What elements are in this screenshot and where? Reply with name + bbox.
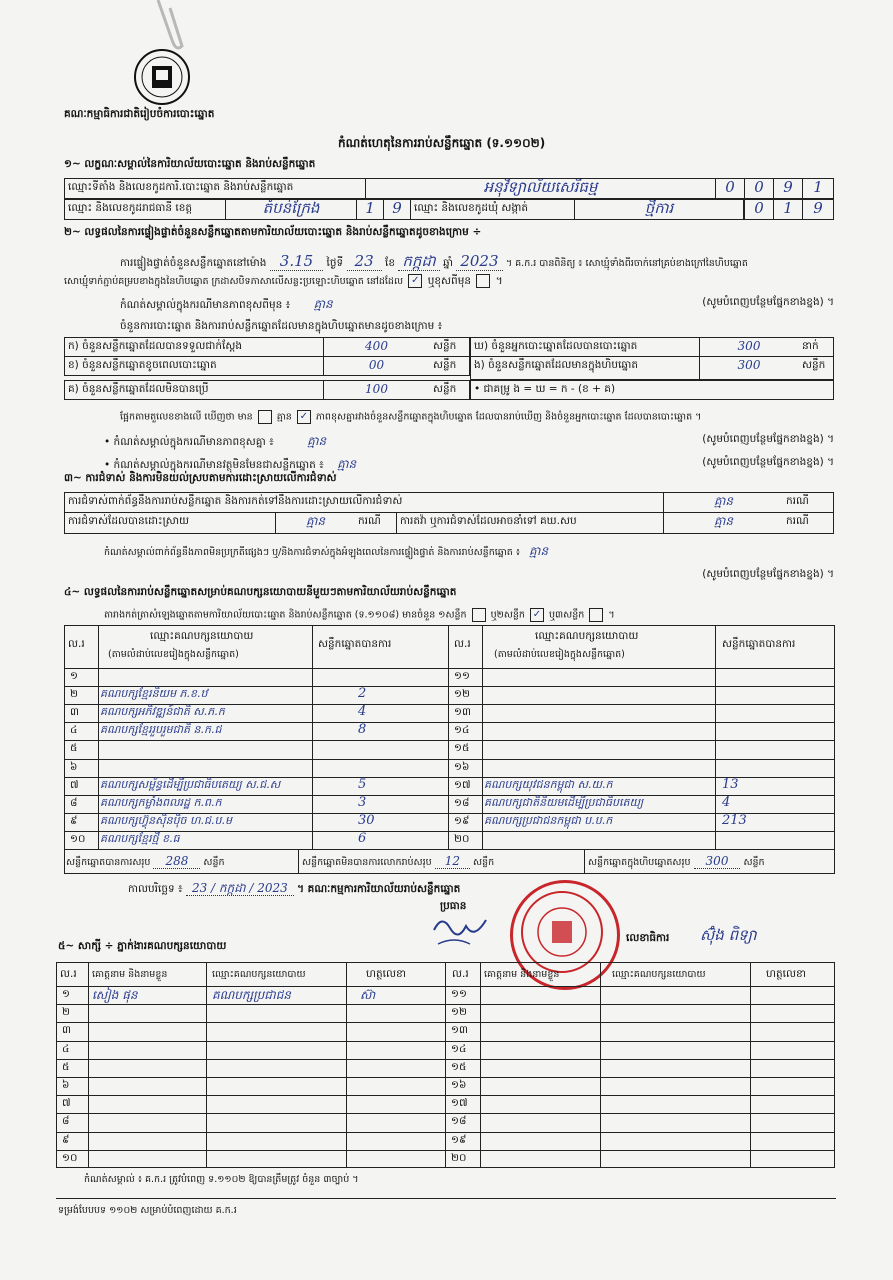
- diff-note-fill: (សូមបំពេញបន្ថែមផ្នែកខាងខ្នង) ។: [702, 296, 834, 308]
- changed-label: ឬខុសពីមុន: [427, 275, 472, 287]
- sheet3-label: ឬ៣សន្លឹក: [549, 609, 585, 621]
- count-item-d-label: ឃ) ចំនួនអ្នកបោះឆ្នោតដែលបានបោះឆ្នោត: [470, 337, 700, 357]
- diff-has-label: ផ្អែកតាមតួលេខខាងលើ ឃើញថា មាន: [120, 411, 253, 423]
- diff-has-checkbox[interactable]: [258, 410, 272, 424]
- s3-row2-mid-label: ការតវ៉ា ឬការជំទាស់ដែលអាចនាំទៅ គឃ.សប: [396, 512, 664, 534]
- witness-right-header-line: [445, 986, 835, 987]
- count-intro: ចំនួនការបោះឆ្នោត និងការរាប់សន្លឹកឆ្នោតដែលមានក្នុងហិបឆ្នោតមានដូចខាងក្រោម ៖: [120, 320, 443, 332]
- total-box: [588, 854, 765, 870]
- results-row-no: ១៧: [454, 778, 471, 791]
- s1-row1-code-3: 1: [802, 178, 834, 199]
- results-row-no: ៥: [70, 742, 78, 755]
- witness-left-col-no: ល.រ: [60, 968, 77, 980]
- witness-row-line: [56, 1095, 446, 1096]
- s1-row2-code-0: 1: [356, 199, 384, 220]
- witness-row-no: ១០: [62, 1151, 78, 1164]
- results-row-votes: 213: [722, 812, 747, 828]
- president-label: ប្រធាន: [440, 900, 467, 912]
- results-row-votes: 3: [358, 794, 367, 810]
- form-footer: ទម្រង់បែបបទ ១១០២ សម្រាប់បំពេញដោយ គ.ក.រ: [58, 1205, 237, 1216]
- results-left-divider-1: [98, 625, 99, 850]
- results-row-no: ៧: [70, 778, 79, 791]
- witness-row-no: ៩: [62, 1133, 70, 1146]
- witness-right-divider-3: [750, 962, 751, 1168]
- discrepancy-note-value: គ្មាន: [307, 434, 327, 448]
- results-row-party: គណបក្សហ៊្វុនស៊ិនប៉ិច ហ.ជ.ប.ម: [100, 813, 232, 827]
- witness-left-col-sign: ហត្ថលេខា: [366, 968, 406, 980]
- diff-note-label: កំណត់សម្គាល់ក្នុងករណីមានភាពខុសពីមុន ៖: [120, 299, 291, 311]
- results-left-divider-2: [312, 625, 313, 850]
- verify-year: 2023: [456, 252, 502, 271]
- total-valid: [66, 854, 225, 870]
- witness-row-line: [56, 1077, 446, 1078]
- foreign-object-value: គ្មាន: [337, 457, 357, 471]
- witness-row-no: ៦: [62, 1079, 70, 1091]
- footnote: កំណត់សម្គាល់ ៖ គ.ក.រ ត្រូវបំពេញ ទ.១១០២ ឱ្យបានត្រឹមត្រូវ ចំនួន ៣ច្បាប់ ។: [84, 1174, 359, 1185]
- results-row-no: ៨: [70, 796, 78, 809]
- date-label: កាលបរិច្ឆេទ ៖: [128, 883, 183, 895]
- s1-row1-code-2: 9: [773, 178, 803, 199]
- count-item-b-label: ខ) ចំនួនសន្លឹកឆ្នោតខូចពេលបោះឆ្នោត: [64, 356, 324, 376]
- results-row-votes: 8: [358, 722, 367, 738]
- s3-note: [104, 543, 834, 561]
- section5-heading: ៥~ សាក្សី ÷ ភ្នាក់ងារគណបក្សនយោបាយ: [58, 940, 227, 952]
- count-item-e-unit: សន្លឹក: [799, 356, 834, 380]
- results-row-no: ១០: [70, 832, 86, 845]
- results-row-line: [64, 759, 449, 760]
- witness-row-no: ១៤: [451, 1042, 467, 1055]
- s3-row1-label: ការជំទាស់ពាក់ព័ន្ធនឹងការរាប់សន្លឹកឆ្នោត និងការកត់ទៅនឹងការដោះស្រាយលើការជំទាស់: [64, 492, 664, 513]
- results-row-no: ១៦: [454, 760, 470, 773]
- witness-right-col-sign: ហត្ថលេខា: [766, 968, 806, 980]
- sheet1-checkbox[interactable]: [472, 608, 486, 622]
- total-invalid-label: សន្លឹកឆ្នោតមិនបានការលោករាប់សរុប: [302, 857, 432, 868]
- results-row-no: ១២: [454, 688, 470, 701]
- diff-none-checkbox[interactable]: ✓: [297, 410, 311, 424]
- s1-row1-label: ឈ្មោះទីតាំង និងលេខកូដការិ.បោះឆ្នោត និងរាប់សន្លឹកឆ្នោត: [64, 178, 366, 199]
- results-row-line: [448, 686, 835, 687]
- count-item-e-label: ង) ចំនួនសន្លឹកឆ្នោតដែលមានក្នុងហិបឆ្នោត: [470, 356, 700, 380]
- s3-row2-mid-value: គ្មាន: [663, 512, 783, 534]
- count-item-c-value: 100: [323, 380, 430, 400]
- s1-commune-code-1: 1: [773, 199, 803, 220]
- results-right-col-votes: សន្លឹកឆ្នោតបានការ: [722, 638, 796, 650]
- diff-line: [120, 410, 701, 425]
- foreign-object-fill: (សូមបំពេញបន្ថែមផ្នែកខាងខ្នង) ។: [702, 456, 834, 468]
- verify-day: 23: [347, 252, 382, 271]
- results-row-party: គណបក្សយុវជនកម្ពុជា ស.យ.ក: [484, 777, 613, 791]
- s1-row1-value: អនុវិទ្យាល័យសេរីធម្ម: [365, 178, 716, 199]
- witness-row-line: [56, 1113, 446, 1114]
- results-row-no: ២: [70, 688, 78, 701]
- verify-month-label: ខែ: [384, 257, 395, 269]
- s1-commune-code-0: 0: [744, 199, 774, 220]
- date-value: 23 / កក្កដា / 2023: [186, 881, 294, 896]
- totals-divider-2: [584, 849, 585, 874]
- results-row-no: ១៥: [454, 742, 470, 755]
- s3-note-label: កំណត់សម្គាល់ពាក់ព័ន្ធនឹងភាពមិនប្រក្រតីផ្សេងៗ ឬ/និងការជំទាស់ក្នុងអំឡុងពេលនៃការផ្ទៀងផ្ទាត់ និងការរាប់សន្លឹកឆ្នោត ៖: [104, 547, 521, 558]
- witness-row-name: សៀង ផុន: [92, 988, 138, 1002]
- nec-emblem-icon: [133, 48, 191, 106]
- results-row-votes: 2: [358, 686, 367, 702]
- verify-time: 3.15: [270, 252, 323, 271]
- diff-none-label: គ្មាន: [276, 411, 292, 423]
- discrepancy-note: [104, 433, 834, 451]
- s3-row2-label: ការជំទាស់ដែលបានដោះស្រាយ: [64, 512, 276, 534]
- witness-row-no: ១៨: [451, 1115, 467, 1128]
- witness-right-divider-2: [600, 962, 601, 1168]
- witness-row-line: [445, 1150, 835, 1151]
- verify-line1-tail: ។ គ.ក.រ បានពិនិត្យ ៖ សោឃ្មុំទាំងពីរចាក់នៅគ្រប់ខាងក្រៅនៃហិបឆ្នោត: [505, 258, 748, 269]
- results-right-col-no: ល.រ: [454, 638, 471, 650]
- witness-row-line: [56, 1022, 446, 1023]
- diff-line-tail: ភាពខុសគ្នារវាងចំនួនសន្លឹកឆ្នោតក្នុងហិបឆ្នោត ដែលបានរាប់ឃើញ និងចំនួនអ្នកបោះឆ្នោត ដែលបានបោះឆ្នោត ។: [315, 411, 702, 423]
- s3-row2-unit: ករណី: [355, 512, 397, 534]
- verify-line2-text: សោឃ្មុំទាក់ភ្ជាប់គម្របខាងក្នុងនៃហិបឆ្នោត ក្រដាសបិទភាសាលើសន្លះប្រឡោះហិបឆ្នោត នៅដដែល: [64, 276, 404, 287]
- witness-row-party: គណបក្សប្រជាជន: [212, 988, 291, 1002]
- s3-fill-note: (សូមបំពេញបន្ថែមផ្នែកខាងខ្នង) ។: [702, 568, 834, 580]
- results-right-divider-1: [482, 625, 483, 850]
- count-item-d-value: 300: [699, 337, 799, 357]
- witness-row-line: [445, 1095, 835, 1096]
- section3-heading: ៣~ ការជំទាស់ និងការមិនយល់ស្របតាមការដោះស្រាយលើការជំទាស់: [64, 472, 337, 484]
- results-row-no: ១៩: [454, 814, 470, 827]
- results-left-col-party: ឈ្មោះគណបក្សនយោបាយ: [150, 630, 254, 642]
- witness-row-no: ២: [62, 1006, 70, 1019]
- verify-line3: [120, 296, 834, 314]
- verify-year-label: ឆ្នាំ: [443, 257, 453, 269]
- sheet2-checkbox[interactable]: ✓: [530, 608, 544, 622]
- discrepancy-note-label: • កំណត់សម្គាល់ក្នុងករណីមានភាពខុសគ្នា ៖: [104, 436, 274, 448]
- results-row-no: ៤: [70, 724, 78, 737]
- witness-row-line: [445, 1059, 835, 1060]
- results-row-no: ១: [70, 670, 78, 682]
- president-signature: [430, 910, 490, 950]
- witness-row-line: [445, 1022, 835, 1023]
- s1-row2-label: ឈ្មោះ និងលេខកូដរាជធានី ខេត្ត: [64, 199, 226, 220]
- results-left-col-party-sub: (តាមលំដាប់លេខរៀងក្នុងសន្លឹកឆ្នោត): [108, 649, 239, 660]
- witness-row-line: [445, 1041, 835, 1042]
- document-title: កំណត់ហេតុនៃការរាប់សន្លឹកឆ្នោត (ទ.១១០២): [338, 136, 546, 150]
- witness-row-no: ៥: [62, 1060, 70, 1073]
- witness-left-divider-1: [88, 962, 89, 1168]
- total-valid-value: 288: [153, 854, 200, 869]
- count-item-d-unit: នាក់: [799, 337, 834, 357]
- results-row-line: [448, 704, 835, 705]
- results-row-votes: 30: [358, 812, 375, 828]
- results-row-party: គណបក្សកម្លាំងពលរដ្ឋ ក.ព.ក: [100, 795, 222, 809]
- total-invalid: [302, 854, 494, 870]
- results-row-line: [64, 740, 449, 741]
- s1-row2-code-1: 9: [383, 199, 411, 220]
- s3-row1-value: គ្មាន: [663, 492, 783, 513]
- s3-note-value: គ្មាន: [529, 544, 549, 558]
- total-valid-unit: សន្លឹក: [203, 857, 225, 868]
- results-right-header-line: [448, 668, 835, 669]
- section2-heading: ២~ លទ្ធផលនៃការផ្ទៀងផ្ទាត់ចំនួនសន្លឹកឆ្នោតតាមការិយាល័យបោះឆ្នោត និងរាប់សន្លឹកឆ្នោតដូចខាងក្រោម ÷: [64, 226, 482, 238]
- s1-row1-code-0: 0: [715, 178, 745, 199]
- witness-row-no: ៤: [62, 1042, 70, 1055]
- count-item-a-unit: សន្លឹក: [430, 337, 470, 357]
- count-formula: • ជាគម្រូ ង = ឃ = ក - (ខ + គ): [470, 380, 834, 400]
- witness-row-no: ១៥: [451, 1060, 467, 1073]
- witness-row-line: [445, 1004, 835, 1005]
- discrepancy-note-fill: (សូមបំពេញបន្ថែមផ្នែកខាងខ្នង) ។: [702, 433, 834, 445]
- results-row-votes: 4: [722, 794, 731, 810]
- secretary-label: លេខាធិការ: [626, 932, 670, 944]
- sheet2-label: ឬ២សន្លឹក: [490, 609, 525, 621]
- witness-row-no: ២០: [451, 1151, 467, 1164]
- results-row-no: ១៨: [454, 796, 470, 809]
- diff-note-value: គ្មាន: [313, 297, 333, 311]
- total-valid-label: សន្លឹកឆ្នោតបានការសរុប: [66, 857, 151, 868]
- results-row-no: ៣: [70, 706, 79, 719]
- count-item-a-value: 400: [323, 337, 430, 357]
- witness-right-col-party: ឈ្មោះគណបក្សនយោបាយ: [612, 969, 706, 980]
- results-row-line: [448, 740, 835, 741]
- results-row-votes: 5: [358, 776, 367, 792]
- witness-row-line: [56, 1059, 446, 1060]
- same-checkbox[interactable]: ✓: [408, 274, 422, 288]
- witness-row-line: [445, 1077, 835, 1078]
- results-row-party: គណបក្សអភិវឌ្ឍន៍ជាតិ ស.ភ.ក: [100, 705, 225, 719]
- witness-left-divider-2: [206, 962, 207, 1168]
- witness-left-col-name: គោត្តនាម និងនាមខ្លួន: [92, 969, 168, 980]
- witness-row-line: [56, 1150, 446, 1151]
- witness-right-col-name: គោត្តនាម និងនាមខ្លួន: [484, 969, 560, 980]
- witness-row-no: ១១: [451, 988, 467, 1000]
- s1-commune-label: ឈ្មោះ និងលេខកូដឃុំ សង្កាត់: [410, 199, 575, 220]
- verify-line2: សោឃ្មុំទាក់ភ្ជាប់គម្របខាងក្នុងនៃហិបឆ្នោត ក្រដាសបិទភាសាលើសន្លះប្រឡោះហិបឆ្នោត នៅដដែល ✓ ឬខុសពីមុន ។: [64, 275, 503, 287]
- witness-row-no: ៨: [62, 1115, 70, 1128]
- foreign-object-label: • កំណត់សម្គាល់ក្នុងករណីមានវត្ថុមិនមែនជាសន្លឹកឆ្នោត ៖: [104, 459, 324, 471]
- results-row-line: [448, 831, 835, 832]
- results-row-no: ១៣: [454, 706, 471, 719]
- footer-rule: [56, 1198, 836, 1199]
- results-row-no: ១៤: [454, 724, 470, 737]
- changed-checkbox[interactable]: [476, 274, 490, 288]
- results-right-col-party-sub: (តាមលំដាប់លេខរៀងក្នុងសន្លឹកឆ្នោត): [494, 649, 625, 660]
- witness-row-no: ៧: [62, 1097, 71, 1110]
- results-row-line: [448, 759, 835, 760]
- witness-row-line: [56, 1041, 446, 1042]
- witness-row-line: [56, 1004, 446, 1005]
- total-invalid-unit: សន្លឹក: [473, 857, 495, 868]
- verify-line1: [120, 252, 748, 274]
- results-row-no: ២០: [454, 832, 470, 845]
- total-invalid-value: 12: [435, 854, 470, 869]
- witness-row-sign: ស៊ា: [360, 988, 376, 1002]
- results-left-col-votes: សន្លឹកឆ្នោតបានការ: [318, 638, 392, 650]
- s1-row1-code-1: 0: [744, 178, 774, 199]
- witness-row-no: ១៣: [451, 1024, 468, 1037]
- verify-time-label: ការផ្ទៀងផ្ទាត់ចំនួនសន្លឹកឆ្នោតនៅម៉ោង: [120, 257, 267, 269]
- totals-divider-1: [298, 849, 299, 874]
- s1-commune-value: ថ្មីការ: [574, 199, 744, 220]
- section4-heading: ៤~ លទ្ធផលនៃការរាប់សន្លឹកឆ្នោតសម្រាប់គណបក្សនយោបាយនីមួយៗតាមការិយាល័យរាប់សន្លឹកឆ្នោត: [64, 586, 457, 598]
- section1-heading: ១~ លក្ខណៈសម្គាល់នៃការិយាល័យបោះឆ្នោត និងរាប់សន្លឹកឆ្នោត: [64, 158, 316, 170]
- count-item-c-unit: សន្លឹក: [430, 380, 470, 400]
- results-right-col-party: ឈ្មោះគណបក្សនយោបាយ: [535, 630, 639, 642]
- org-name: គណៈកម្មាធិការជាតិរៀបចំការបោះឆ្នោត: [64, 108, 215, 120]
- s3-row2-mid-unit: ករណី: [783, 512, 834, 534]
- results-row-party: គណបក្សជាតិនិយមដើម្បីប្រជាធិបតេយ្យ: [484, 795, 644, 809]
- count-item-a-label: ក) ចំនួនសន្លឹកឆ្នោតដែលបានទទួលជាក់ស្តែង: [64, 337, 324, 357]
- results-row-party: គណបក្សខ្មែរនិយម ភ.ខ.ឋ: [100, 687, 208, 701]
- results-row-no: ១១: [454, 670, 470, 682]
- count-item-c-label: គ) ចំនួនសន្លឹកឆ្នោតដែលមិនបានប្រើ: [64, 380, 324, 400]
- witness-table-right: [445, 962, 835, 1168]
- witness-row-line: [56, 1132, 446, 1133]
- results-row-no: ៩: [70, 814, 78, 827]
- results-left-header-line: [64, 668, 449, 669]
- results-row-party: គណបក្សខ្មែររួបរួមជាតិ ន.ក.ជ: [100, 723, 222, 737]
- s1-row2-value: តំបន់ក្រែង: [225, 199, 357, 220]
- date-line: [128, 880, 460, 898]
- witness-left-col-party: ឈ្មោះគណបក្សនយោបាយ: [212, 969, 306, 980]
- results-row-party: គណបក្សខ្មែរថ្មី ខ.ធ: [100, 831, 180, 845]
- total-box-value: 300: [694, 854, 741, 869]
- verify-month: កក្កដា: [398, 252, 439, 271]
- s1-commune-code-2: 9: [802, 199, 834, 220]
- total-box-label: សន្លឹកឆ្នោតក្នុងហិបឆ្នោតសរុប: [588, 857, 691, 868]
- results-row-votes: 13: [722, 776, 739, 792]
- s3-row1-unit: ករណី: [783, 492, 834, 513]
- witness-row-no: ១៦: [451, 1079, 467, 1091]
- results-left-col-no: ល.រ: [68, 638, 85, 650]
- verify-day-label: ថ្ងៃទី: [326, 257, 344, 269]
- secretary-name: ស៊ុំង ពិទ្យា: [700, 926, 757, 944]
- witness-row-line: [445, 1132, 835, 1133]
- results-row-party: គណបក្សសម្ព័ន្ធដើម្បីប្រជាធិបតេយ្យ ស.ជ.ស: [100, 777, 281, 791]
- s4-intro-text: តារាងកត់ត្រាសំឡេងឆ្នោតតាមការិយាល័យបោះឆ្នោត និងរាប់សន្លឹកឆ្នោត (ទ.១១០៨) មានចំនួន ១សន្លឹក: [104, 609, 467, 621]
- witness-row-line: [445, 1113, 835, 1114]
- sheet3-checkbox[interactable]: [589, 608, 603, 622]
- witness-row-no: ១: [62, 988, 70, 1000]
- witness-row-no: ១៧: [451, 1097, 468, 1110]
- results-row-line: [448, 722, 835, 723]
- s3-row2-value: គ្មាន: [275, 512, 355, 534]
- results-row-party: គណបក្សប្រជាជនកម្ពុជា ប.ប.ក: [484, 813, 613, 827]
- witness-right-divider-1: [480, 962, 481, 1168]
- witness-left-divider-3: [346, 962, 347, 1168]
- results-row-votes: 4: [358, 704, 367, 720]
- witness-row-no: ១២: [451, 1006, 467, 1019]
- witness-right-col-no: ល.រ: [452, 968, 469, 980]
- count-item-b-unit: សន្លឹក: [430, 356, 470, 376]
- count-item-b-value: 00: [323, 356, 430, 376]
- results-row-no: ៦: [70, 760, 78, 773]
- date-suffix: ។ គណៈកម្មការការិយាល័យរាប់សន្លឹកឆ្នោត: [297, 883, 461, 895]
- witness-row-no: ១៩: [451, 1133, 467, 1146]
- s4-intro: តារាងកត់ត្រាសំឡេងឆ្នោតតាមការិយាល័យបោះឆ្នោត និងរាប់សន្លឹកឆ្នោត (ទ.១១០៨) មានចំនួន ១សន្លឹក ឬ២សន្លឹក ✓ ឬ៣សន្លឹក ។: [104, 609, 615, 621]
- count-item-e-value: 300: [699, 356, 799, 380]
- results-row-votes: 6: [358, 830, 367, 846]
- total-box-unit: សន្លឹក: [743, 857, 765, 868]
- witness-row-no: ៣: [62, 1024, 71, 1037]
- results-right-divider-2: [715, 625, 716, 850]
